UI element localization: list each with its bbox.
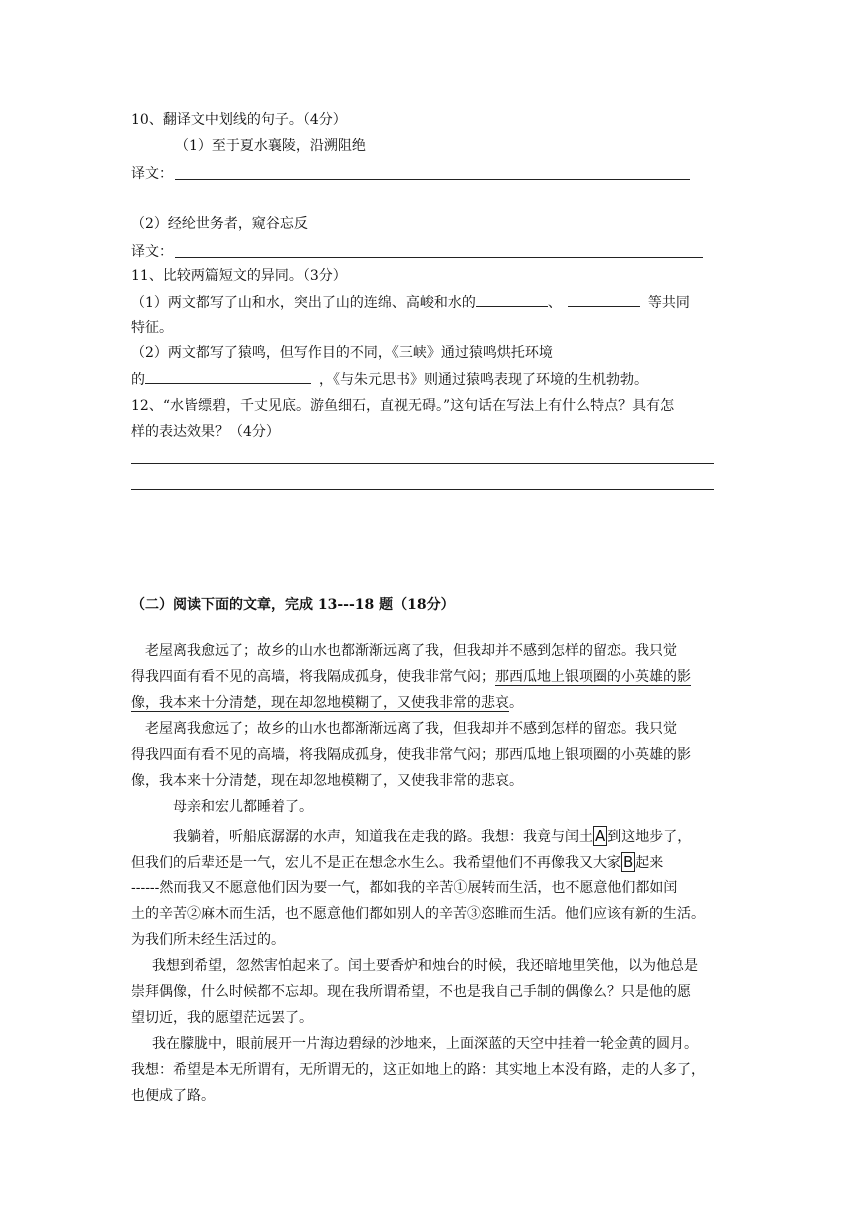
q11-item-2-text-c: ，《与朱元思书》则通过猿鸣表现了环境的生机勃勃。	[319, 372, 648, 388]
q11-item-1-cont: 特征。	[131, 320, 173, 336]
passage-p6-line-1: 我在朦胧中，眼前展开一片海边碧绿的沙地来，上面深蓝的天空中挂着一轮金黄的圆月。	[152, 1036, 698, 1052]
passage-p4-line-2-text-a: 但我们的后辈还是一气，宏儿不是正在想念水生么。我希望他们不再像我又大家	[131, 855, 621, 871]
q11-blank-3[interactable]	[145, 369, 311, 384]
q11-item-1-sep: 、	[547, 295, 562, 311]
q11-item-1	[131, 292, 690, 313]
q12-answer-line-2[interactable]	[131, 489, 714, 490]
passage-p2-line-1: 老屋离我愈远了；故乡的山水也都渐渐远离了我，但我却并不感到怎样的留恋。我只觉	[145, 721, 677, 737]
q11-item-2-text-b: 的	[131, 372, 145, 388]
passage-p4-line-1-text-b: 到这地步了，	[607, 829, 692, 845]
passage-p4-line-2	[131, 852, 663, 873]
q12-line-1: 12、“水皆缥碧，千丈见底。游鱼细石，直视无碍。”这句话在写法上有什么特点？具有怎	[131, 398, 675, 414]
q10-answer-line-2[interactable]	[175, 257, 703, 258]
passage-p2-line-3: 像，我本来十分清楚，现在却忽地模糊了，又使我非常的悲哀。	[131, 773, 523, 789]
passage-p4-line-4: 土的辛苦②麻木而生活，也不愿意他们都如别人的辛苦③恣睢而生活。他们应该有新的生活。	[131, 906, 705, 922]
passage-p1-line-1: 老屋离我愈远了；故乡的山水也都渐渐远离了我，但我却并不感到怎样的留恋。我只觉	[145, 643, 677, 659]
passage-p6-line-2: 我想：希望是本无所谓有，无所谓无的，这正如地上的路：其实地上本没有路，走的人多了，	[131, 1062, 705, 1078]
q11-blank-2[interactable]	[568, 292, 640, 307]
q10-translation-label-1: 译文：	[131, 166, 173, 182]
passage-p1-line-3-end: 。	[509, 695, 523, 711]
passage-p3: 母亲和宏儿都睡着了。	[173, 799, 313, 815]
q11-item-2: （2）两文都写了猿鸣，但写作目的不同，《三峡》通过猿鸣烘托环境	[131, 345, 553, 361]
q10-item-2: （2）经纶世务者，窥谷忘反	[131, 216, 308, 232]
passage-p5-line-1: 我想到希望，忽然害怕起来了。闰土要香炉和烛台的时候，我还暗地里笑他，以为他总是	[152, 958, 698, 974]
passage-p5-line-2: 崇拜偶像，什么时候都不忘却。现在我所谓希望，不也是我自己手制的偶像么？只是他的愿	[131, 984, 691, 1000]
q11-item-1-text-b: 等共同	[647, 295, 690, 311]
passage-p2-line-2: 得我四面有看不见的高墙，将我隔成孤身，使我非常气闷；那西瓜地上银项圈的小英雄的影	[131, 747, 691, 763]
passage-p4-line-1	[173, 826, 691, 847]
section-2-heading: （二）阅读下面的文章，完成 13---18 题（18分）	[131, 597, 455, 613]
passage-p1-line-2-text: 得我四面有看不见的高墙，将我隔成孤身，使我非常气闷；	[131, 669, 495, 685]
blank-box-b[interactable]: B	[623, 853, 634, 871]
passage-p4-line-2-text-b: 起来	[635, 855, 664, 871]
passage-p1-line-3	[131, 693, 523, 713]
q10-title: 10、翻译文中划线的句子。（4分）	[131, 112, 347, 128]
q11-blank-1[interactable]	[476, 292, 548, 307]
passage-p4-line-1-text-a: 我躺着，听船底潺潺的水声，知道我在走我的路。我想：我竟与闰土	[173, 829, 593, 845]
underlined-sentence-part-1: 那西瓜地上银项圈的小英雄的影	[495, 669, 691, 685]
q11-item-2-cont	[131, 369, 648, 390]
q10-item-1: （1）至于夏水襄陵，沿溯阻绝	[175, 138, 366, 154]
passage-p4-line-5: 为我们所未经生活过的。	[131, 932, 285, 948]
blank-box-a[interactable]: A	[595, 827, 606, 845]
q10-translation-label-2: 译文：	[131, 244, 173, 260]
q12-line-2: 样的表达效果？（4分）	[131, 424, 280, 440]
passage-p6-line-3: 也便成了路。	[131, 1088, 215, 1104]
q12-answer-line-1[interactable]	[131, 463, 714, 464]
underlined-sentence-part-2: 像，我本来十分清楚，现在却忽地模糊了，又使我非常的悲哀	[131, 695, 509, 711]
passage-p1-line-2	[131, 667, 691, 687]
q11-title: 11、比较两篇短文的异同。（3分）	[131, 268, 347, 284]
passage-p4-line-3: ------然而我又不愿意他们因为要一气，都如我的辛苦①展转而生活，也不愿意他们都如闰	[131, 880, 678, 896]
q11-item-1-text-a: （1）两文都写了山和水，突出了山的连绵、高峻和水的	[131, 295, 476, 311]
q10-answer-line-1[interactable]	[175, 179, 690, 180]
passage-p5-line-3: 望切近，我的愿望茫远罢了。	[131, 1010, 313, 1026]
